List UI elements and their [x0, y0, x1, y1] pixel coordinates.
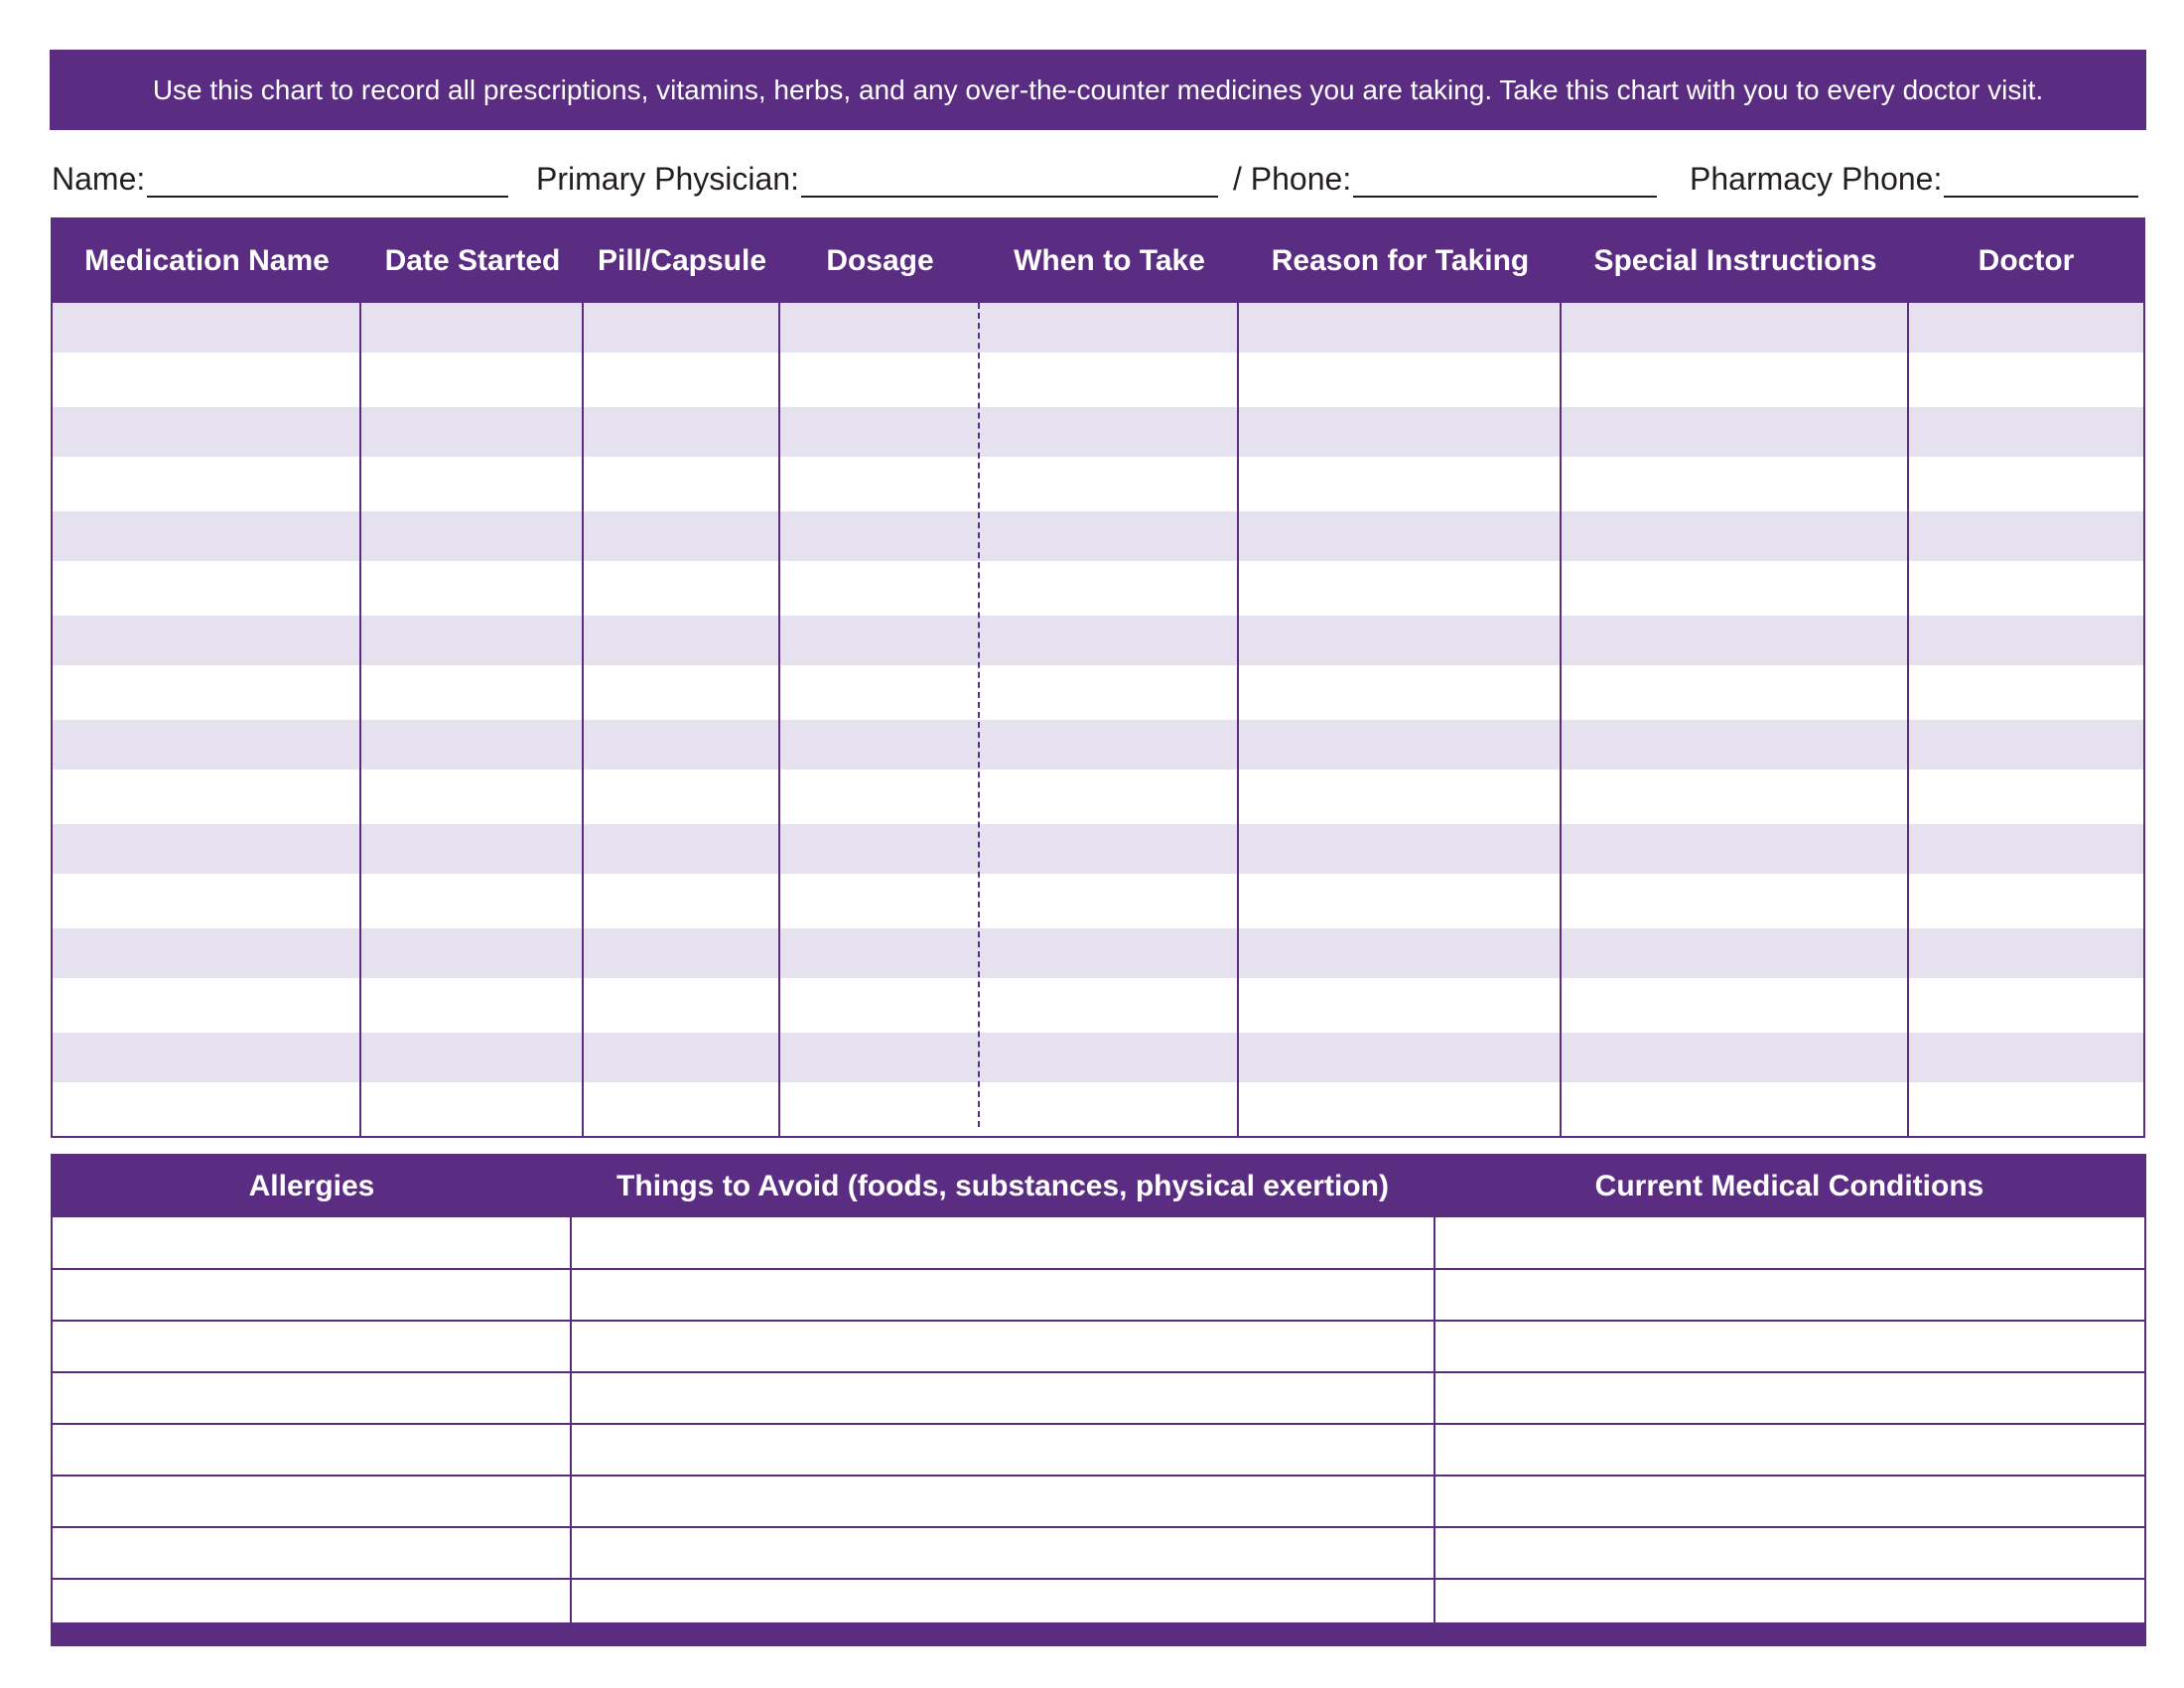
conditions-row[interactable] [53, 1321, 2144, 1372]
conditions-row[interactable] [53, 1217, 2144, 1269]
medication-row[interactable] [53, 303, 2143, 352]
patient-info-row [52, 154, 2146, 198]
col-reason-for-taking: Reason for Taking [1271, 244, 1530, 277]
conditions-row[interactable] [53, 1424, 2144, 1476]
pharmacy-label: Pharmacy Phone: [1690, 161, 1943, 197]
name-blank[interactable] [147, 162, 508, 198]
physician-label: Primary Physician: [536, 161, 799, 197]
medication-table [51, 217, 2145, 1138]
col-current-conditions: Current Medical Conditions [1594, 1170, 1984, 1202]
col-medication-name: Medication Name [84, 244, 330, 277]
medication-row[interactable] [53, 1033, 2143, 1082]
phone-blank[interactable] [1353, 162, 1657, 198]
medication-row[interactable] [53, 616, 2143, 665]
medication-row[interactable] [53, 978, 2143, 1033]
med-divider [778, 219, 780, 1136]
medication-row[interactable] [53, 352, 2143, 407]
medication-row[interactable] [53, 457, 2143, 511]
medication-row[interactable] [53, 511, 2143, 561]
medication-row[interactable] [53, 770, 2143, 824]
pharmacy-blank[interactable] [1944, 162, 2138, 198]
pharmacy-field-group [1690, 154, 2138, 198]
conditions-table [51, 1154, 2146, 1646]
col-date-started: Date Started [384, 244, 561, 277]
bot-divider [1433, 1156, 1435, 1622]
med-divider [1560, 219, 1562, 1136]
name-field-group [52, 154, 508, 198]
conditions-row[interactable] [53, 1269, 2144, 1321]
med-divider [582, 219, 584, 1136]
col-doctor: Doctor [1978, 244, 2075, 277]
medication-row[interactable] [53, 407, 2143, 457]
med-divider-dashed [978, 303, 980, 1127]
row-divider [53, 1320, 2144, 1322]
row-divider [53, 1578, 2144, 1580]
phone-field-group [1233, 154, 1657, 198]
col-dosage: Dosage [826, 244, 934, 277]
medication-row[interactable] [53, 928, 2143, 978]
medication-row[interactable] [53, 1082, 2143, 1137]
med-divider [1907, 219, 1909, 1136]
medication-table-body [53, 303, 2143, 1136]
row-divider [53, 1423, 2144, 1425]
col-special-instructions: Special Instructions [1593, 244, 1877, 277]
instructions-banner [50, 50, 2146, 130]
row-divider [53, 1371, 2144, 1373]
medication-row[interactable] [53, 824, 2143, 874]
medication-row[interactable] [53, 665, 2143, 720]
conditions-row[interactable] [53, 1527, 2144, 1579]
medication-row[interactable] [53, 561, 2143, 616]
medication-row[interactable] [53, 874, 2143, 928]
physician-blank[interactable] [801, 162, 1218, 198]
conditions-table-header [53, 1156, 2144, 1217]
col-allergies: Allergies [248, 1170, 375, 1202]
conditions-table-footer-bar [53, 1622, 2144, 1644]
col-things-to-avoid: Things to Avoid (foods, substances, physical exertion) [616, 1170, 1389, 1202]
row-divider [53, 1526, 2144, 1528]
medication-row[interactable] [53, 720, 2143, 770]
name-label: Name: [52, 161, 146, 197]
instructions-text: Use this chart to record all prescriptions, vitamins, herbs, and any over-the-counter medicines you are taking. Take this chart with you to every doctor visit. [152, 73, 2044, 105]
col-pill-capsule: Pill/Capsule [597, 244, 767, 277]
col-when-to-take: When to Take [1014, 244, 1205, 277]
phone-label: / Phone: [1233, 161, 1352, 197]
row-divider [53, 1268, 2144, 1270]
physician-field-group [536, 154, 1218, 198]
conditions-row[interactable] [53, 1476, 2144, 1527]
medication-table-header [53, 219, 2143, 303]
bot-divider [570, 1156, 572, 1622]
med-divider [359, 219, 361, 1136]
conditions-row[interactable] [53, 1372, 2144, 1424]
row-divider [53, 1475, 2144, 1477]
med-divider [1237, 219, 1239, 1136]
